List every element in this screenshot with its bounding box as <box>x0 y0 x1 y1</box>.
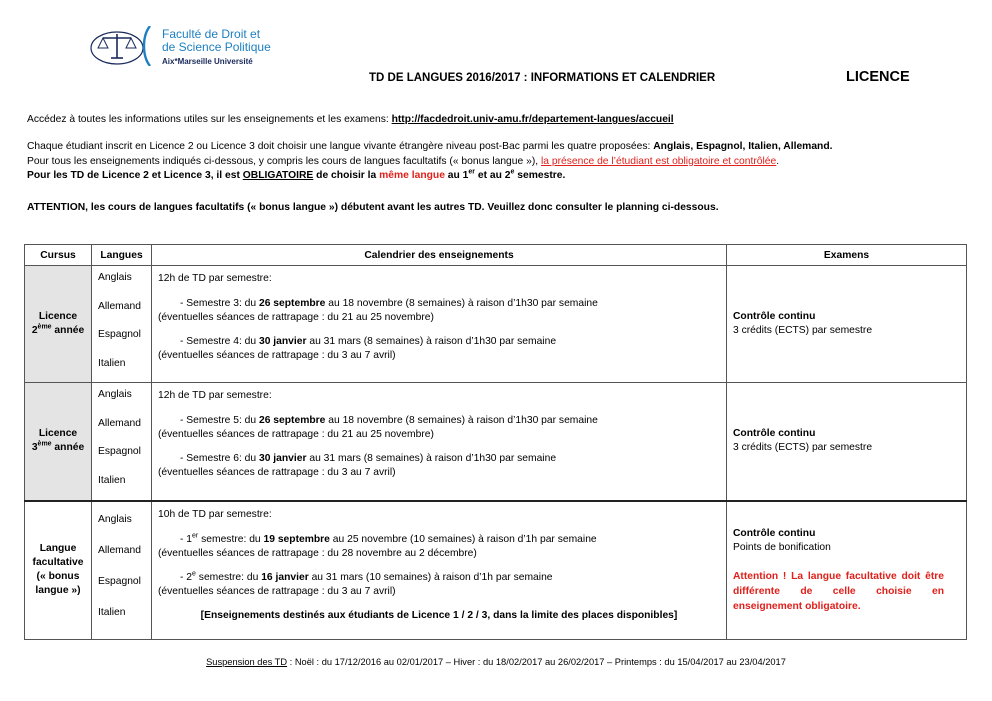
intro-paragraph-2 <box>27 140 833 184</box>
languages-cell <box>92 383 152 501</box>
language-item: Italien <box>98 606 126 618</box>
language-item: Anglais <box>98 513 132 525</box>
table-row <box>25 266 967 383</box>
intro-text-1: Accédez à toutes les informations utiles sur les enseignements et les examens: <box>27 114 392 125</box>
document-level: LICENCE <box>846 69 910 85</box>
attention-paragraph: ATTENTION, les cours de langues facultatifs (« bonus langue ») débutent avant les autres TD. Veuillez donc consulter le planning ci-dessous. <box>27 202 719 213</box>
bonus-warning: Attention ! La langue facultative doit être différente de celle choisie en enseignement obligatoire. <box>733 570 944 612</box>
intro-text-3-end: . <box>776 155 780 167</box>
logo-line-1: Faculté de Droit et <box>162 27 261 41</box>
language-item: Allemand <box>98 544 141 556</box>
intro-text-3: Pour tous les enseignements indiqués ci-dessous, y compris les cours de langues facultatifs (« bonus langue »), <box>27 155 541 167</box>
language-item: Espagnol <box>98 446 141 457</box>
language-item: Anglais <box>98 389 132 400</box>
intro-paragraph-1 <box>27 113 674 128</box>
exam-cell: Contrôle continu Points de bonification Attention ! La langue facultative doit être différente de celle choisie en enseignement obligatoire. <box>727 501 967 640</box>
languages-cell <box>92 501 152 640</box>
schedule-table <box>24 244 967 640</box>
semester-entry: - Semestre 5: du 26 septembre au 18 novembre (8 semaines) à raison d’1h30 par semaine (éventuelles séances de rattrapage : du 21 au 25 novembre) <box>158 415 598 440</box>
languages-list: Anglais, Espagnol, Italien, Allemand. <box>653 141 833 152</box>
intro-text-2: Chaque étudiant inscrit en Licence 2 ou Licence 3 doit choisir une langue vivante étrangère niveau post-Bac parmi les quatre proposées: <box>27 141 654 152</box>
cursus-cell: Licence 2ème année <box>25 266 92 383</box>
language-item: Anglais <box>98 272 132 283</box>
logo-line-2: de Science Politique <box>162 40 271 54</box>
semester-entry: - Semestre 6: du 30 janvier au 31 mars (8 semaines) à raison d’1h30 par semaine (éventuelles séances de rattrapage : du 3 au 7 avril) <box>158 453 557 478</box>
header-calendrier: Calendrier des enseignements <box>152 245 727 266</box>
document-title: TD DE LANGUES 2016/2017 : INFORMATIONS ET CALENDRIER <box>369 72 716 84</box>
table-row <box>25 383 967 501</box>
table-row <box>25 501 967 640</box>
footer-label: Suspension des TD <box>206 657 288 667</box>
scales-icon <box>90 26 156 66</box>
same-language-rule: Pour les TD de Licence 2 et Licence 3, il est OBLIGATOIRE de choisir la même langue au 1er et au 2e semestre. <box>27 168 566 181</box>
language-item: Allemand <box>98 417 141 429</box>
logo-university: Aix*Marseille Université <box>162 57 253 66</box>
calendar-cell: 12h de TD par semestre: - Semestre 5: du 26 septembre au 18 novembre (8 semaines) à raison d’1h30 par semaine (éventuelles séances de rattrapage : du 21 au 25 novembre) - Semestre 6: du 30 janvier au 31 mars (8 semaines) à raison d’1h30 par semaine (éventuelles séances de rattrapage : du 3 au 7 avril) <box>152 383 727 501</box>
footer-text: : Noël : du 17/12/2016 au 02/01/2017 – Hiver : du 18/02/2017 au 26/02/2017 – Printemps : du 15/04/2017 au 23/04/2017 <box>287 657 786 667</box>
language-item: Allemand <box>98 300 141 312</box>
calendar-cell: 10h de TD par semestre: - 1er semestre: du 19 septembre au 25 novembre (10 semaines) à raison d’1h par semaine (éventuelles séances de rattrapage : du 28 novembre au 2 décembre) - 2e semestre: du 16 janvier au 31 mars (10 semaines) à raison d’1h par semaine (éventuelles séances de rattrapage : du 3 au 7 avril) [Enseignements destinés aux étudiants de Licence 1 / 2 / 3, dans la limite des places disponibles] <box>152 501 727 640</box>
semester-entry: - Semestre 3: du 26 septembre au 18 novembre (8 semaines) à raison d’1h30 par semaine (éventuelles séances de rattrapage : du 21 au 25 novembre) <box>158 298 598 323</box>
semester-entry: - 2e semestre: du 16 janvier au 31 mars (10 semaines) à raison d’1h par semaine (éventuelles séances de rattrapage : du 3 au 7 avril) <box>158 570 553 597</box>
suspension-footer <box>0 657 992 667</box>
cursus-cell: Langue facultative (« bonus langue ») <box>25 501 92 640</box>
semester-entry: - Semestre 4: du 30 janvier au 31 mars (8 semaines) à raison d’1h30 par semaine (éventuelles séances de rattrapage : du 3 au 7 avril) <box>158 336 557 361</box>
semester-entry: - 1er semestre: du 19 septembre au 25 novembre (10 semaines) à raison d’1h par semaine (éventuelles séances de rattrapage : du 28 novembre au 2 décembre) <box>158 532 597 559</box>
calendar-cell: 12h de TD par semestre: - Semestre 3: du 26 septembre au 18 novembre (8 semaines) à raison d’1h30 par semaine (éventuelles séances de rattrapage : du 21 au 25 novembre) - Semestre 4: du 30 janvier au 31 mars (8 semaines) à raison d’1h30 par semaine (éventuelles séances de rattrapage : du 3 au 7 avril) <box>152 266 727 383</box>
language-item: Italien <box>98 474 126 486</box>
languages-cell <box>92 266 152 383</box>
language-item: Espagnol <box>98 329 141 340</box>
department-link[interactable]: http://facdedroit.univ-amu.fr/departement-langues/accueil <box>391 114 674 125</box>
language-item: Italien <box>98 357 126 369</box>
attendance-notice: la présence de l’étudiant est obligatoire et contrôlée <box>540 155 777 167</box>
table-header-row <box>25 245 967 266</box>
exam-cell: Contrôle continu 3 crédits (ECTS) par semestre <box>727 383 967 501</box>
header-examens: Examens <box>727 245 967 266</box>
logo-text <box>162 28 271 68</box>
availability-note: [Enseignements destinés aux étudiants de Licence 1 / 2 / 3, dans la limite des places disponibles] <box>200 609 678 621</box>
language-item: Espagnol <box>98 575 141 587</box>
cursus-cell: Licence 3ème année <box>25 383 92 501</box>
header-langues: Langues <box>92 245 152 266</box>
header-cursus: Cursus <box>25 245 92 266</box>
exam-cell: Contrôle continu 3 crédits (ECTS) par semestre <box>727 266 967 383</box>
